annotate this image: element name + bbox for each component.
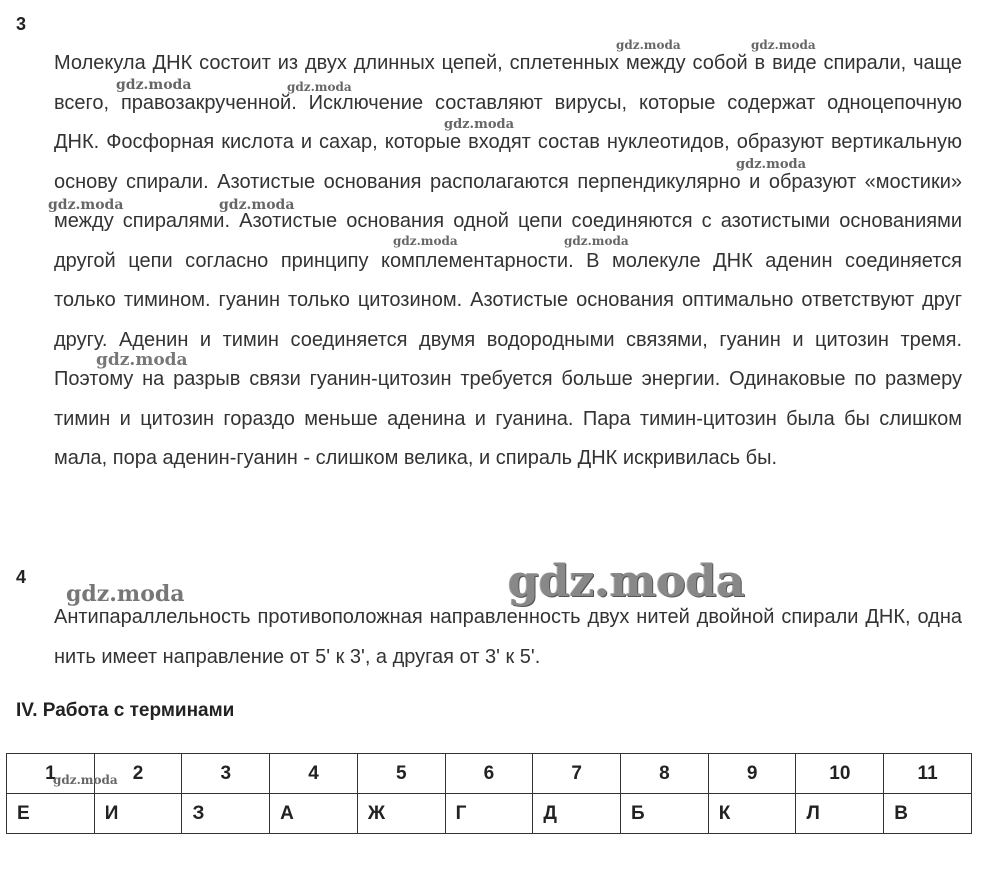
term-answer-cell: З <box>182 794 270 834</box>
term-answer-cell: Ж <box>357 794 445 834</box>
term-number-cell: 2 <box>94 754 182 794</box>
term-number-cell: 5 <box>357 754 445 794</box>
term-answer-cell: А <box>270 794 358 834</box>
term-answer-cell: Д <box>533 794 621 834</box>
terms-answer-row <box>7 794 972 834</box>
term-number-cell: 10 <box>796 754 884 794</box>
term-number-cell: 1 <box>7 754 95 794</box>
watermark: gdz.moda <box>444 117 515 132</box>
terms-header-row <box>7 754 972 794</box>
watermark: gdz.moda <box>48 197 124 213</box>
term-number-cell: 11 <box>884 754 972 794</box>
watermark: gdz.moda <box>53 773 118 787</box>
watermark: gdz.moda <box>96 350 188 370</box>
watermark: gdz.moda <box>736 157 807 172</box>
term-number-cell: 3 <box>182 754 270 794</box>
watermark: gdz.moda <box>219 197 295 213</box>
watermark: gdz.moda <box>564 234 629 248</box>
watermark: gdz.moda <box>751 38 816 52</box>
term-answer-cell: Л <box>796 794 884 834</box>
term-number-cell: 9 <box>708 754 796 794</box>
term-answer-cell: В <box>884 794 972 834</box>
term-answer-cell: И <box>94 794 182 834</box>
term-number-cell: 8 <box>621 754 709 794</box>
watermark: gdz.moda <box>287 80 352 94</box>
watermark-large: gdz.moda <box>508 556 746 607</box>
answer-4-text: Антипараллельность противоположная направленность двух нитей двойной спирали ДНК, одна нить имеет направление от 5' к 3', а другая от 3' к 5'. <box>54 606 962 668</box>
terms-table <box>6 753 972 834</box>
answer-3-number: 3 <box>16 14 27 34</box>
watermark: gdz.moda <box>116 77 192 93</box>
term-number-cell: 4 <box>270 754 358 794</box>
term-answer-cell: Г <box>445 794 533 834</box>
section-title: IV. Работа с терминами <box>16 700 235 721</box>
watermark: gdz.moda <box>66 581 185 607</box>
answer-4-number: 4 <box>16 567 27 587</box>
term-answer-cell: К <box>708 794 796 834</box>
term-answer-cell: Е <box>7 794 95 834</box>
watermark: gdz.moda <box>393 234 458 248</box>
term-number-cell: 7 <box>533 754 621 794</box>
answer-3-text: Молекула ДНК состоит из двух длинных цепей, сплетенных между собой в виде спирали, чаще всего, правозакрученной. Исключение составляют вирусы, которые содержат одноцепочную ДНК. Фосфорная кислота и сахар, которые входят состав нуклеотидов, образуют вертикальную основу спирали. Азотистые основания располагаются перпендикулярно и образуют «мостики» между спиралями. Азотистые основания одной цепи соединяются с азотистыми основаниями другой цепи согласно принципу комплементарности. В молекуле ДНК аденин соединяется только тимином. гуанин только цитозином. Азотистые основания оптимально ответствуют друг другу. Аденин и тимин соединяется двумя водородными связями, гуанин и цитозин тремя. Поэтому на разрыв связи гуанин-цитозин требуется больше энергии. Одинаковые по размеру тимин и цитозин гораздо меньше аденина и гуанина. Пара тимин-цитозин была бы слишком мала, пора аденин-гуанин - слишком велика, и спираль ДНК искривилась бы. <box>54 52 962 469</box>
term-number-cell: 6 <box>445 754 533 794</box>
term-answer-cell: Б <box>621 794 709 834</box>
watermark: gdz.moda <box>616 38 681 52</box>
